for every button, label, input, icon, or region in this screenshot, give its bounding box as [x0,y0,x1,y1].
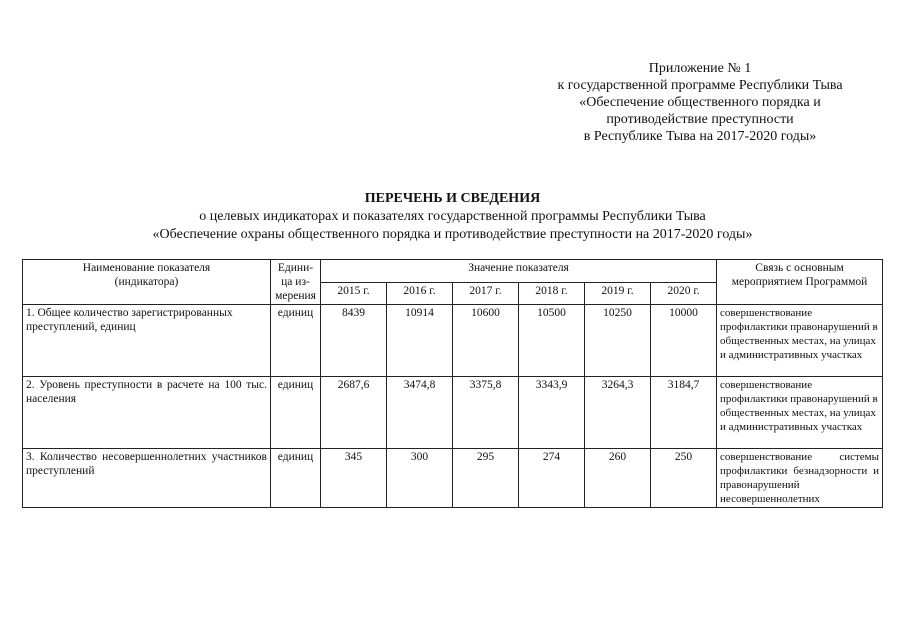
indicator-value: 260 [585,449,651,508]
program-link: совершенствование системы профилактики безнадзорности и правонарушений несовершеннолетних [717,449,883,508]
header-values-group: Значение показателя [321,260,717,283]
appendix-line: противодействие преступности [606,112,794,127]
indicator-value: 274 [519,449,585,508]
indicator-value: 300 [387,449,453,508]
indicator-name: 2. Уровень преступности в расчете на 100 тыс. населения [23,377,271,449]
indicator-value: 10500 [519,305,585,377]
appendix-line: в Республике Тыва на 2017-2020 годы» [583,129,817,144]
indicator-value: 3375,8 [453,377,519,449]
header-year: 2017 г. [453,282,519,305]
document-subtitle: «Обеспечение охраны общественного порядка и противодействие преступности на 2017-2020 годы» [152,227,753,242]
indicator-value: 8439 [321,305,387,377]
indicator-value: 295 [453,449,519,508]
indicator-name: 3. Количество несовершеннолетних участников преступлений [23,449,271,508]
document-title: ПЕРЕЧЕНЬ И СВЕДЕНИЯ [364,191,541,206]
table-header-row [23,260,883,283]
document-heading [0,190,905,244]
indicator-value: 3184,7 [651,377,717,449]
indicator-unit: единиц [271,449,321,508]
table-row [23,449,883,508]
indicator-value: 10600 [453,305,519,377]
header-unit: Едини- ца из- мерения [271,260,321,305]
indicator-name: 1. Общее количество зарегистрированных преступлений, единиц [23,305,271,377]
indicator-unit: единиц [271,377,321,449]
appendix-line: «Обеспечение общественного порядка и [579,95,821,110]
header-year: 2019 г. [585,282,651,305]
program-link: совершенствование профилактики правонарушений в общественных местах, на улицах и административных участках [717,377,883,449]
appendix-line: Приложение № 1 [648,61,752,76]
header-year: 2018 г. [519,282,585,305]
indicator-unit: единиц [271,305,321,377]
indicator-value: 10250 [585,305,651,377]
table-row [23,305,883,377]
indicator-value: 2687,6 [321,377,387,449]
indicator-value: 10914 [387,305,453,377]
indicator-value: 10000 [651,305,717,377]
header-program-link: Связь с основным мероприятием Программой [717,260,883,305]
indicator-value: 3264,3 [585,377,651,449]
header-year: 2020 г. [651,282,717,305]
indicators-table [22,259,883,508]
header-year: 2016 г. [387,282,453,305]
document-subtitle: о целевых индикаторах и показателях государственной программы Республики Тыва [199,209,706,224]
indicator-value: 3343,9 [519,377,585,449]
header-year: 2015 г. [321,282,387,305]
program-link: совершенствование профилактики правонарушений в общественных местах, на улицах и административных участках [717,305,883,377]
appendix-line: к государственной программе Республики Тыва [557,78,843,93]
appendix-block [520,60,880,145]
indicator-value: 3474,8 [387,377,453,449]
table-row [23,377,883,449]
header-indicator-name: Наименование показателя (индикатора) [23,260,271,305]
indicator-value: 345 [321,449,387,508]
indicator-value: 250 [651,449,717,508]
